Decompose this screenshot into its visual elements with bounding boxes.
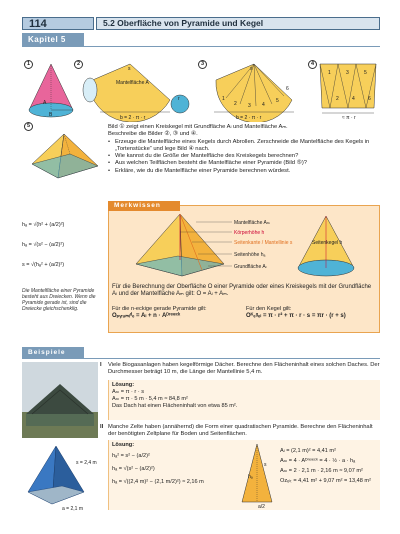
figure-3-bottom: b = 2 · π · r bbox=[236, 115, 262, 121]
formula-cone-head: Für den Kegel gilt: bbox=[246, 306, 292, 312]
example-2-solution-right bbox=[280, 448, 380, 485]
tent-photo bbox=[22, 440, 98, 514]
intro-bullet: • Wie kannst du die Größe der Mantelfläche des Kreiskegels berechnen? bbox=[108, 153, 376, 160]
figure-4-bottom: ≈ π · r bbox=[342, 115, 356, 121]
chapter-title: 5.2 Oberfläche von Pyramide und Kegel bbox=[96, 17, 380, 30]
figure-3-sector-3: 3 bbox=[248, 103, 251, 109]
margin-note: Die Mantelfläche einer Pyramide besteht aus Dreiecken. Wenn die Pyramide gerade ist, sind die Dreiecke gleichschenklig. bbox=[22, 288, 96, 312]
example-1-line-3: Das Dach hat einen Flächeninhalt von etwa 85 m². bbox=[112, 403, 238, 409]
intro-bullets bbox=[108, 139, 376, 175]
formula-pyramid bbox=[112, 306, 240, 321]
figure-4-number: 4 bbox=[308, 60, 317, 69]
intro-line-1: Bild ① zeigt einen Kreiskegel mit Grundfläche Aₗ und Mantelfläche Aₘ. bbox=[108, 124, 288, 130]
intro-line-2: Beschreibe die Bilder ②, ③ und ④. bbox=[108, 131, 198, 138]
merk-label-grundflaeche: Grundfläche Aₗ bbox=[234, 264, 267, 270]
merk-cone-label: Seitenkegel h bbox=[312, 240, 343, 246]
merkwissen-formulas bbox=[112, 306, 374, 330]
tent-label-s: s = 2,4 m bbox=[76, 460, 97, 466]
example-2-right-3: Aₘ = 2 · 2,1 m · 2,16 m ≈ 9,07 m² bbox=[280, 468, 363, 474]
margin-formulas bbox=[22, 222, 100, 282]
intro-bullet: • Erkläre, wie du die Mantelfläche einer Pyramide berechnen würdest. bbox=[108, 168, 376, 175]
figure-2-label-s: s bbox=[128, 66, 131, 72]
intro-text bbox=[108, 124, 376, 175]
merk-label-mantel: Mantelfläche Aₘ bbox=[234, 220, 270, 226]
triangle-label-s: s bbox=[264, 462, 267, 468]
figure-4-sector-1: 1 bbox=[328, 70, 331, 76]
figure-2-bottom: b = 2 · π · r bbox=[120, 115, 146, 121]
example-2-right-2: Aₘ = 4 · Aᴰʳᵉᶦᵉᶜᵏ = 4 · ½ · a · hₐ bbox=[280, 458, 356, 464]
merkwissen-tab: Merkwissen bbox=[108, 201, 180, 211]
figure-1-number: 1 bbox=[24, 60, 33, 69]
figure-1-label-a: A bbox=[43, 100, 47, 106]
figure-4-rearranged bbox=[318, 60, 380, 122]
kapitel-tab: Kapitel 5 bbox=[22, 33, 84, 46]
triangle-label-ha: hₐ bbox=[248, 474, 253, 480]
intro-bullet: • Erzeuge die Mantelfläche eines Kegels durch Abrollen. Zerschneide die Mantelfläche des Kegels in „Tortenstücke“ und lege Bild ④ nach. bbox=[108, 139, 376, 154]
margin-formula-3: s = √(hₐ² + (a/2)²) bbox=[22, 262, 65, 268]
figure-3-label-s: s bbox=[250, 66, 253, 72]
formula-cone bbox=[246, 306, 374, 321]
figure-3-sector-5: 5 bbox=[276, 98, 279, 104]
figure-4-sector-6: 6 bbox=[368, 96, 371, 102]
example-2-right-4: Oᴢₑₗₜ = 4,41 m² + 9,07 m² = 13,48 m² bbox=[280, 478, 371, 484]
example-2-left-2: hₐ = √(s² − (a/2)²) bbox=[112, 466, 155, 472]
page-header bbox=[0, 0, 400, 32]
figure-3-number: 3 bbox=[198, 60, 207, 69]
figure-3-sector-1: 1 bbox=[222, 96, 225, 102]
intro-bullet: • Aus welchen Teilflächen besteht die Mantelfläche einer Pyramide (Bild ⑤)? bbox=[108, 160, 376, 167]
example-1-text: Viele Biogasanlagen haben kegelförmige Dächer. Berechne den Flächeninhalt eines solchen Daches. Der Durchmesser beträgt 10 m, die Länge der Mantellinie 5,4 m. bbox=[108, 362, 380, 376]
formula-pyramid-value: Oₚᵧᵣₐₘᵢᵈₑ = Aₗ + n · Aᴰʳᵉᶦᵉᶜᵏ bbox=[112, 313, 181, 320]
figure-2-cone-unroll bbox=[80, 60, 198, 122]
merkwissen-text: Für die Berechnung der Oberfläche O einer Pyramide oder eines Kreiskegels mit der Grundfläche Aₗ und der Mantelfläche Aₘ gilt: O = Aₗ + Aₘ. bbox=[112, 284, 372, 298]
figure-2-label-mantel: Mantelfläche A bbox=[116, 80, 149, 86]
figure-5-pyramid bbox=[22, 130, 106, 188]
figure-5-number: 5 bbox=[24, 122, 33, 131]
merk-label-hoehe: Körperhöhe h bbox=[234, 230, 265, 236]
margin-formula-2: hₐ = √(s² − (a/2)²) bbox=[22, 242, 65, 248]
beispiele-rule bbox=[22, 358, 380, 359]
figure-3-sector-6: 6 bbox=[286, 86, 289, 92]
example-2-text: Manche Zelte haben (annähernd) die Form einer quadratischen Pyramide. Berechne den Flächeninhalt der benötigten Zeltplane für Boden und Seitenflächen. bbox=[108, 424, 373, 438]
example-1-line-1: Aₘ = π · r · s bbox=[112, 389, 145, 395]
figure-3-sectors bbox=[206, 60, 306, 122]
example-2-solution-left bbox=[112, 442, 232, 486]
beispiele-tab: Beispiele bbox=[22, 347, 84, 358]
figure-1-label-b: B bbox=[49, 112, 53, 118]
merk-label-seitenhoehe: Seitenhöhe hₐ bbox=[234, 252, 266, 258]
merkwissen-diagram bbox=[112, 212, 376, 282]
figure-3-sector-4: 4 bbox=[262, 102, 265, 108]
example-2-left-3: hₐ = √((2,4 m)² − (2,1 m/2)²) ≈ 2,16 m bbox=[112, 479, 204, 485]
header-rule bbox=[22, 46, 380, 47]
example-2-right-1: Aₗ = (2,1 m)² = 4,41 m² bbox=[280, 448, 336, 454]
page-number: 114 bbox=[29, 18, 47, 30]
tent-image bbox=[22, 440, 98, 514]
margin-formula-1: hₐ = √(h² + (a/2)²) bbox=[22, 222, 65, 228]
example-2-triangle bbox=[240, 442, 274, 508]
example-2-left-1: hₐ² = s² − (a/2)² bbox=[112, 453, 150, 459]
figure-2-number: 2 bbox=[74, 60, 83, 69]
figure-2-label-r: r bbox=[178, 96, 180, 102]
page-number-box bbox=[22, 17, 94, 30]
example-2 bbox=[100, 424, 380, 438]
tent-label-a: a = 2,1 m bbox=[62, 506, 83, 512]
biogas-image bbox=[22, 362, 98, 438]
example-1-loesung: Lösung: bbox=[112, 382, 135, 388]
figure-4-sector-2: 2 bbox=[336, 96, 339, 102]
example-2-roman: II bbox=[100, 424, 104, 430]
example-1-roman: I bbox=[100, 362, 102, 368]
example-1-solution bbox=[112, 382, 384, 410]
example-1-line-2: Aₘ = π · 5 m · 5,4 m ≈ 84,8 m² bbox=[112, 396, 188, 402]
figure-4-sector-4: 4 bbox=[352, 96, 355, 102]
example-2-loesung: Lösung: bbox=[112, 442, 135, 448]
figure-4-sector-3: 3 bbox=[346, 70, 349, 76]
formula-pyramid-head: Für die n-eckige gerade Pyramide gilt: bbox=[112, 306, 207, 312]
merk-label-seitenkante: Seitenkante / Mantellinie s bbox=[234, 240, 293, 246]
figure-1-cone bbox=[26, 62, 76, 120]
figure-3-sector-2: 2 bbox=[234, 101, 237, 107]
triangle-label-a2: a/2 bbox=[258, 504, 265, 508]
formula-cone-value: Oᴷₑᵍₑₗ = π · r² + π · r · s = πr · (r + s) bbox=[246, 313, 346, 320]
biogas-photo bbox=[22, 362, 98, 438]
figure-4-sector-5: 5 bbox=[364, 70, 367, 76]
example-1 bbox=[100, 362, 380, 376]
